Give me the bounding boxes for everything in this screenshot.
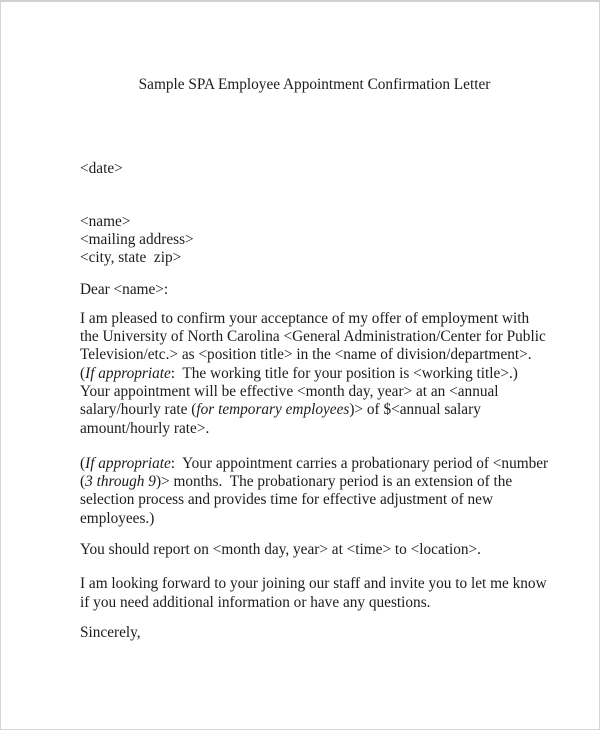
text-run: : The working title for your position is <working title>.) Your appointment will be effective <month day, year> at an <annual salary/hourly rate ( bbox=[80, 364, 525, 419]
date-placeholder: <date> bbox=[80, 160, 123, 178]
paragraph-probation bbox=[80, 454, 552, 528]
letter-title: Sample SPA Employee Appointment Confirmation Letter bbox=[138, 76, 491, 93]
paragraph-forward: I am looking forward to your joining our staff and invite you to let me know if you need additional information or have any questions. bbox=[80, 575, 551, 611]
text-run-italic: for temporary employees bbox=[196, 401, 350, 419]
text-run: : Your appointment carries a probationary period of <number ( bbox=[80, 454, 552, 491]
text-run: I am pleased to confirm your acceptance of my offer of employment with the University of North Carolina <General Administration/Center for Public Television/etc.> as <position title> in the <name of division/department>. ( bbox=[80, 309, 550, 382]
text-run-italic: 3 through 9 bbox=[85, 473, 156, 491]
text-run: )> months. The probationary period is an extension of the selection process and provides time for effective adjustment of new employees.) bbox=[80, 473, 517, 527]
recipient-name: <name> bbox=[80, 212, 131, 230]
text-run-italic: If appropriate bbox=[85, 364, 171, 382]
recipient-mailing-address: <mailing address> bbox=[80, 230, 194, 248]
text-run: ( bbox=[80, 454, 86, 472]
salutation: Dear <name>: bbox=[80, 281, 169, 299]
paragraph-offer bbox=[80, 310, 549, 438]
recipient-city-state-zip: <city, state zip> bbox=[80, 249, 182, 267]
paragraph-report: You should report on <month day, year> at <time> to <location>. bbox=[80, 541, 481, 559]
recipient-address-block bbox=[80, 213, 549, 268]
text-run-italic: If appropriate bbox=[85, 454, 171, 472]
closing: Sincerely, bbox=[80, 623, 141, 641]
text-run: )> of $<annual salary amount/hourly rate>. bbox=[80, 401, 485, 437]
